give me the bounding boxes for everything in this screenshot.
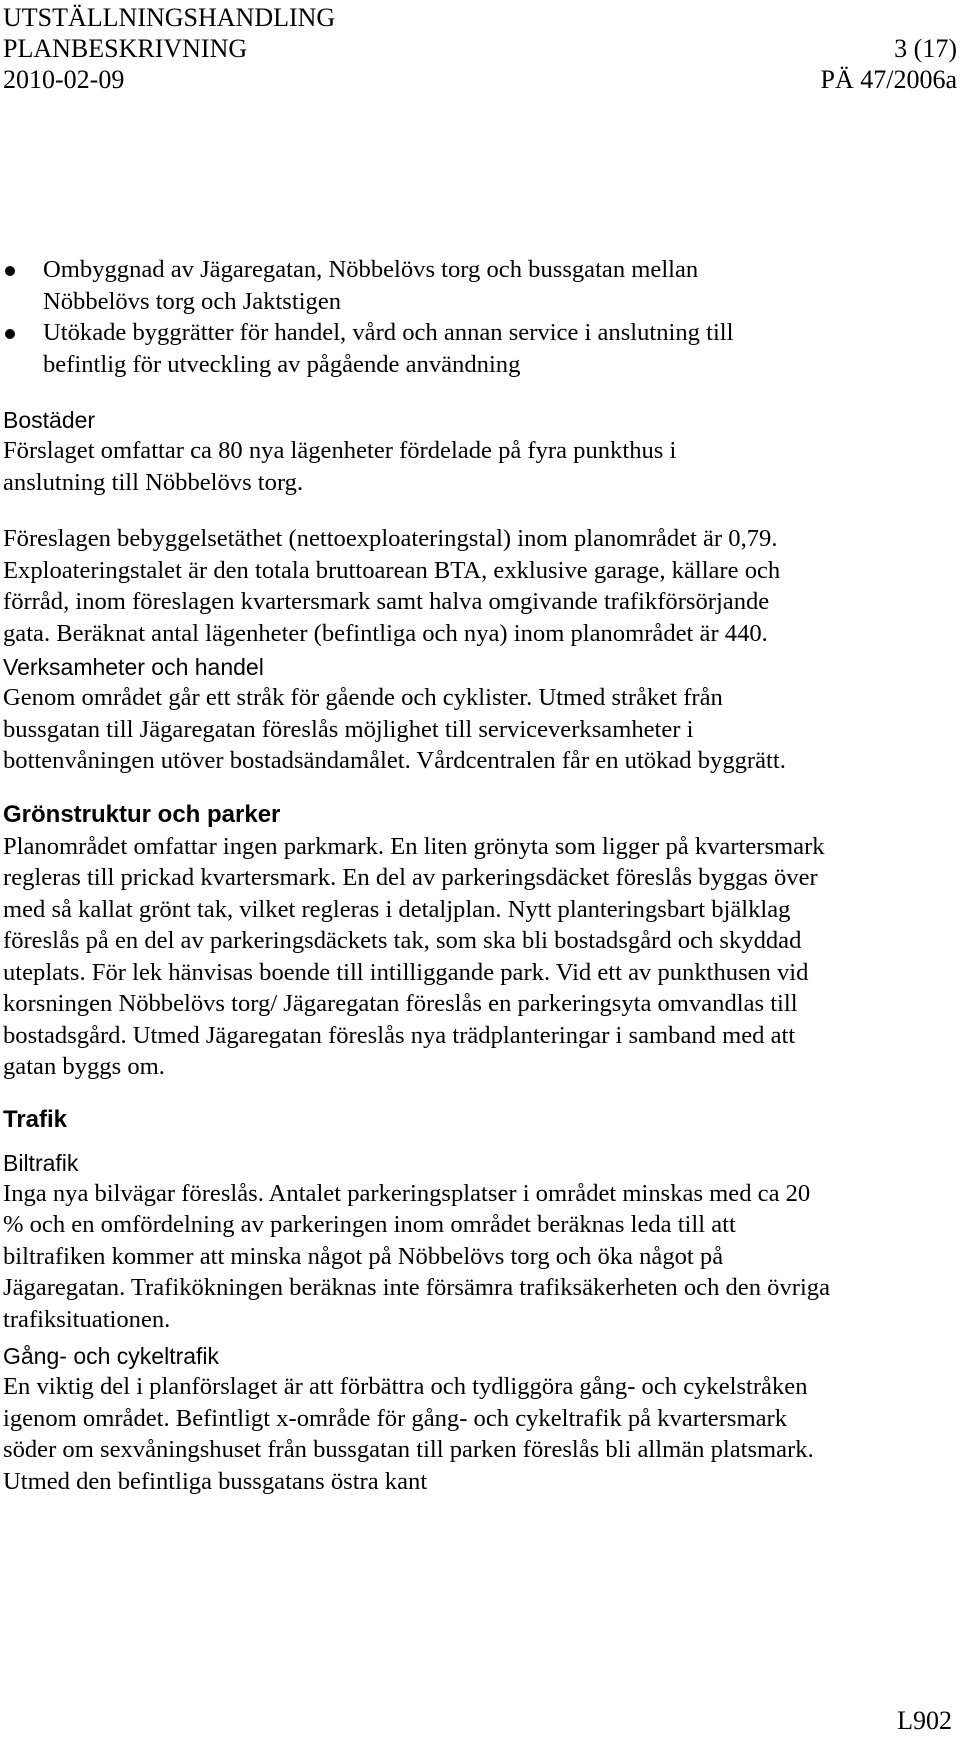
bullet-text: Utökade byggrätter för handel, vård och annan service i anslutning till befintlig för utveckling av pågående användning <box>43 319 734 378</box>
heading-bostader: Bostäder <box>3 407 96 433</box>
page-number: 3 (17) <box>894 34 957 63</box>
page-header <box>3 2 957 95</box>
document-status: UTSTÄLLNINGSHANDLING <box>3 3 336 32</box>
document-reference: PÄ 47/2006a <box>820 65 957 94</box>
heading-verksamheter: Verksamheter och handel <box>3 654 264 680</box>
heading-gronstruktur: Grönstruktur och parker <box>3 800 281 828</box>
heading-trafik: Trafik <box>3 1105 68 1133</box>
bullet-list <box>3 254 773 380</box>
paragraph-bostader-2: Föreslagen bebyggelsetäthet (nettoexploateringstal) inom planområdet är 0,79. Exploateringstalet är den totala bruttoarean BTA, exklusive garage, källare och förråd, inom föreslagen kvartersmark samt halva omgivande trafikförsörjande gata. Beräknat antal lägenheter (befintliga och nya) inom planområdet är 440. <box>3 525 781 647</box>
paragraph-gang-cykeltrafik: En viktig del i planförslaget är att förbättra och tydliggöra gång- och cykelstråken igenom området. Befintligt x-område för gång- och cykeltrafik på kvartersmark söder om sexvåningshuset från bussgatan till parken föreslås bli allmän platsmark. Utmed den befintliga bussgatans östra kant <box>3 1373 814 1495</box>
document-date: 2010-02-09 <box>3 65 125 94</box>
document-type: PLANBESKRIVNING <box>3 34 248 63</box>
heading-biltrafik: Biltrafik <box>3 1149 79 1176</box>
paragraph-verksamheter: Genom området går ett stråk för gående och cyklister. Utmed stråket från bussgatan till Jägaregatan föreslås möjlighet till serviceverksamheter i bottenvåningen utöver bostadsändamålet. Vårdcentralen får en utökad byggrätt. <box>3 684 786 774</box>
page-content <box>3 254 955 1497</box>
bullet-icon <box>5 329 15 339</box>
heading-gang-cykeltrafik: Gång- och cykeltrafik <box>3 1343 220 1369</box>
paragraph-bostader-1: Förslaget omfattar ca 80 nya lägenheter fördelade på fyra punkthus i anslutning till Nöbbelövs torg. <box>3 437 677 496</box>
bullet-item <box>3 254 773 317</box>
bullet-item <box>3 317 773 380</box>
paragraph-gronstruktur: Planområdet omfattar ingen parkmark. En liten grönyta som ligger på kvartersmark regleras till prickad kvartersmark. En del av parkeringsdäcket föreslås byggas över med så kallat grönt tak, vilket regleras i detaljplan. Nytt planteringsbart bjälklag föreslås på en del av parkeringsdäckets tak, som ska bli bostadsgård och skyddad uteplats. För lek hänvisas boende till intilliggande park. Vid ett av punkthusen vid korsningen Nöbbelövs torg/ Jägaregatan föreslås en parkeringsyta omvandlas till bostadsgård. Utmed Jägaregatan föreslås nya trädplanteringar i samband med att gatan byggs om. <box>3 832 825 1080</box>
paragraph-biltrafik: Inga nya bilvägar föreslås. Antalet parkeringsplatser i området minskas med ca 20 % och en omfördelning av parkeringen inom området beräknas leda till att biltrafiken kommer att minska något på Nöbbelövs torg och öka något på Jägaregatan. Trafikökningen beräknas inte försämra trafiksäkerheten och den övriga trafiksituationen. <box>3 1179 831 1333</box>
bullet-icon <box>5 266 15 276</box>
page-footer-code: L902 <box>897 1706 952 1735</box>
bullet-text: Ombyggnad av Jägaregatan, Nöbbelövs torg och bussgatan mellan Nöbbelövs torg och Jaktstigen <box>43 256 699 315</box>
